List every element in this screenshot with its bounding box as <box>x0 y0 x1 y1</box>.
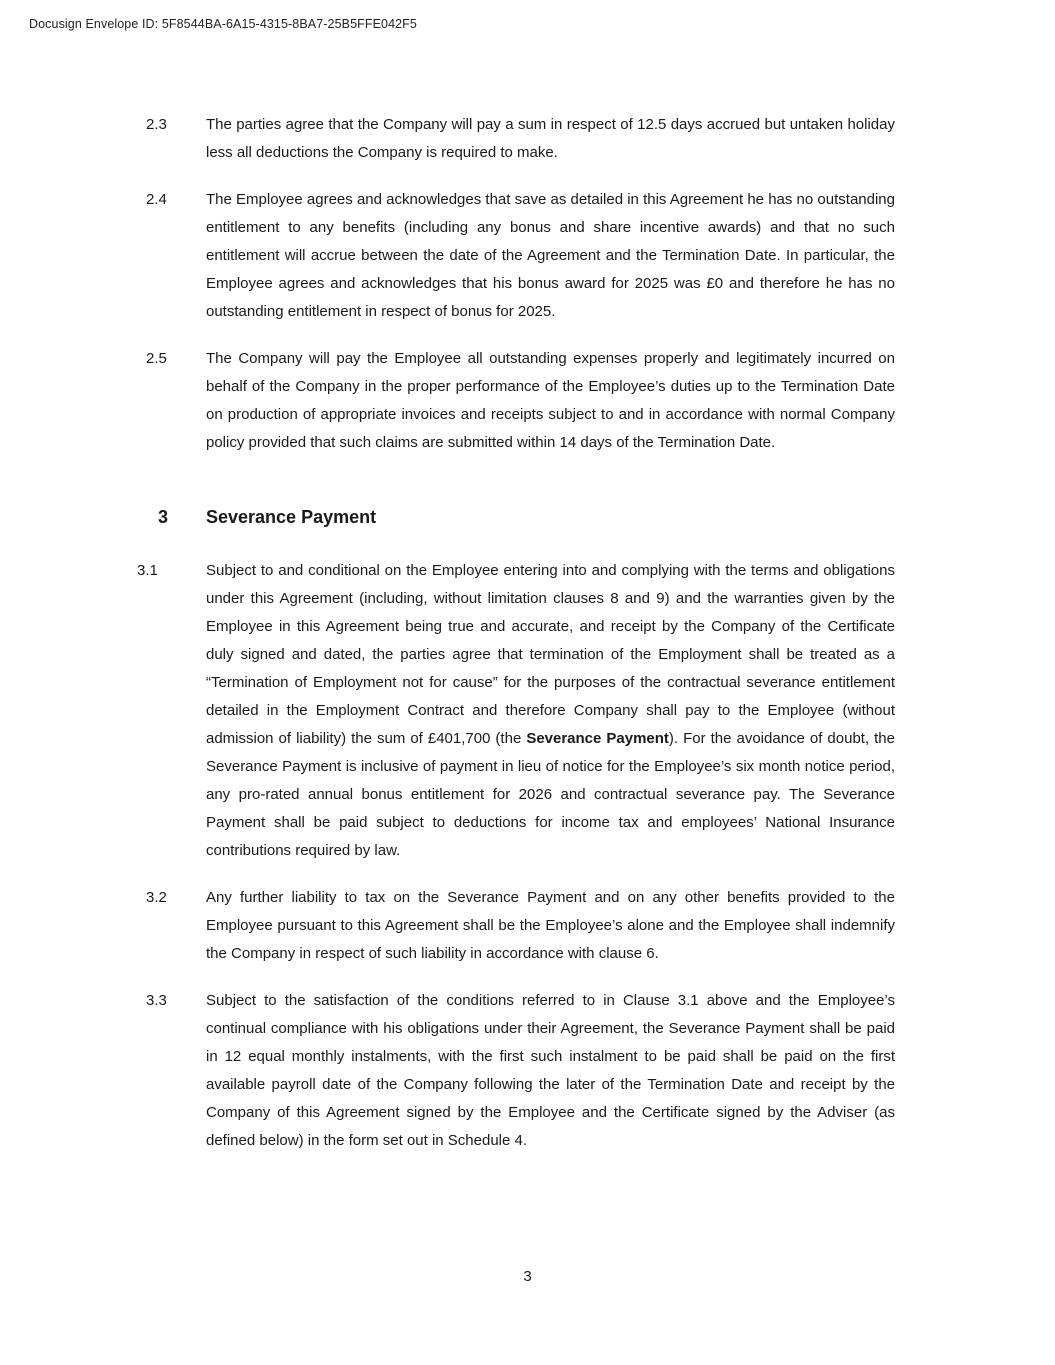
clause-number: 2.4 <box>146 191 167 208</box>
clause-text-part: Subject to and conditional on the Employee entering into and complying with the terms and obligations under this Agreement (including, without limitation clauses 8 and 9) and the warranties given by the Employee in this Agreement being true and accurate, and receipt by the Company of the Certificate duly signed and dated, the parties agree that termination of the Employment shall be treated as a “Termination of Employment not for cause” for the purposes of the contractual severance entitlement detailed in the Employment Contract and therefore Company shall pay to the Employee (without admission of liability) the sum of £401,700 (the <box>206 562 895 747</box>
section-title: Severance Payment <box>206 507 377 527</box>
clause-text-part: ). For the avoidance of doubt, the Severance Payment is inclusive of payment in lieu of notice for the Employee’s six month notice period, any pro-rated annual bonus entitlement for 2026 and contractual severance pay. The Severance Payment shall be paid subject to deductions for income tax and employees’ National Insurance contributions required by law. <box>206 730 895 859</box>
clause-text: Any further liability to tax on the Severance Payment and on any other benefits provided to the Employee pursuant to this Agreement shall be the Employee’s alone and the Employee shall indemnify the Company in respect of such liability in accordance with clause 6. <box>206 889 895 962</box>
clause-text: The Employee agrees and acknowledges that save as detailed in this Agreement he has no outstanding entitlement to any benefits (including any bonus and share incentive awards) and that no such entitlement will accrue between the date of the Agreement and the Termination Date. In particular, the Employee agrees and acknowledges that his bonus award for 2025 was £0 and therefore he has no outstanding entitlement in respect of bonus for 2025. <box>206 191 895 320</box>
clause-text: The Company will pay the Employee all outstanding expenses properly and legitimately incurred on behalf of the Company in the proper performance of the Employee’s duties up to the Termination Date on production of appropriate invoices and receipts subject to and in accordance with normal Company policy provided that such claims are submitted within 14 days of the Termination Date. <box>206 350 895 451</box>
envelope-id: Docusign Envelope ID: 5F8544BA-6A15-4315-8BA7-25B5FFE042F5 <box>29 17 417 31</box>
clause-number: 2.3 <box>146 116 167 133</box>
clause-text: The parties agree that the Company will pay a sum in respect of 12.5 days accrued but untaken holiday less all deductions the Company is required to make. <box>206 116 895 161</box>
clause-number: 2.5 <box>146 350 167 367</box>
defined-term: Severance Payment <box>526 730 669 747</box>
clause-text <box>206 557 895 865</box>
section-number: 3 <box>158 507 169 527</box>
clause-number: 3.3 <box>146 992 167 1009</box>
page-number: 3 <box>523 1268 532 1285</box>
clause-text: Subject to the satisfaction of the conditions referred to in Clause 3.1 above and the Employee’s continual compliance with his obligations under their Agreement, the Severance Payment shall be paid in 12 equal monthly instalments, with the first such instalment to be paid shall be paid on the first available payroll date of the Company following the later of the Termination Date and receipt by the Company of this Agreement signed by the Employee and the Certificate signed by the Adviser (as defined below) in the form set out in Schedule 4. <box>206 992 895 1149</box>
clause-number: 3.2 <box>146 889 167 906</box>
clause-number: 3.1 <box>137 562 158 579</box>
